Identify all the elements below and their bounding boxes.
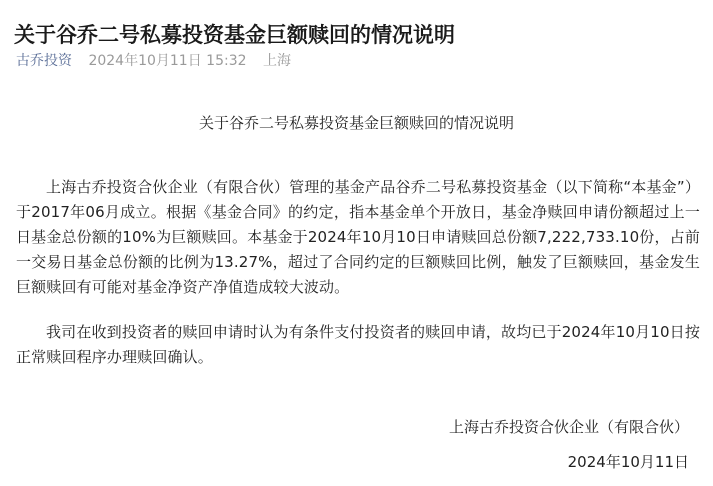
signature-company: 上海古乔投资合伙企业（有限合伙） bbox=[448, 418, 689, 436]
account-name-link[interactable]: 古乔投资 bbox=[16, 53, 72, 69]
signature-date: 2024年10月11日 bbox=[567, 453, 689, 471]
article-meta bbox=[16, 50, 291, 72]
publish-datetime: 2024年10月11日 15:32 bbox=[88, 53, 247, 69]
publish-location: 上海 bbox=[262, 53, 291, 69]
body-paragraph-1: 上海古乔投资合伙企业（有限合伙）管理的基金产品谷乔二号私募投资基金（以下简称“本基金”）于2017年06月成立。根据《基金合同》的约定，指本基金单个开放日，基金净赎回申请份额超过上一日基金总份额的10%为巨额赎回。本基金于2024年10月10日申请赎回总份额7,222,733.10份，占前一交易日基金总份额的比例为13.27%，超过了合同约定的巨额赎回比例，触发了巨额赎回，基金发生巨额赎回有可能对基金净资产净值造成较大波动。 bbox=[16, 178, 700, 296]
document-heading: 关于谷乔二号私募投资基金巨额赎回的情况说明 bbox=[198, 114, 514, 132]
body-paragraph-2: 我司在收到投资者的赎回申请时认为有条件支付投资者的赎回申请，故均已于2024年10月10日按正常赎回程序办理赎回确认。 bbox=[16, 323, 700, 366]
article-title: 关于谷乔二号私募投资基金巨额赎回的情况说明 bbox=[14, 23, 455, 48]
